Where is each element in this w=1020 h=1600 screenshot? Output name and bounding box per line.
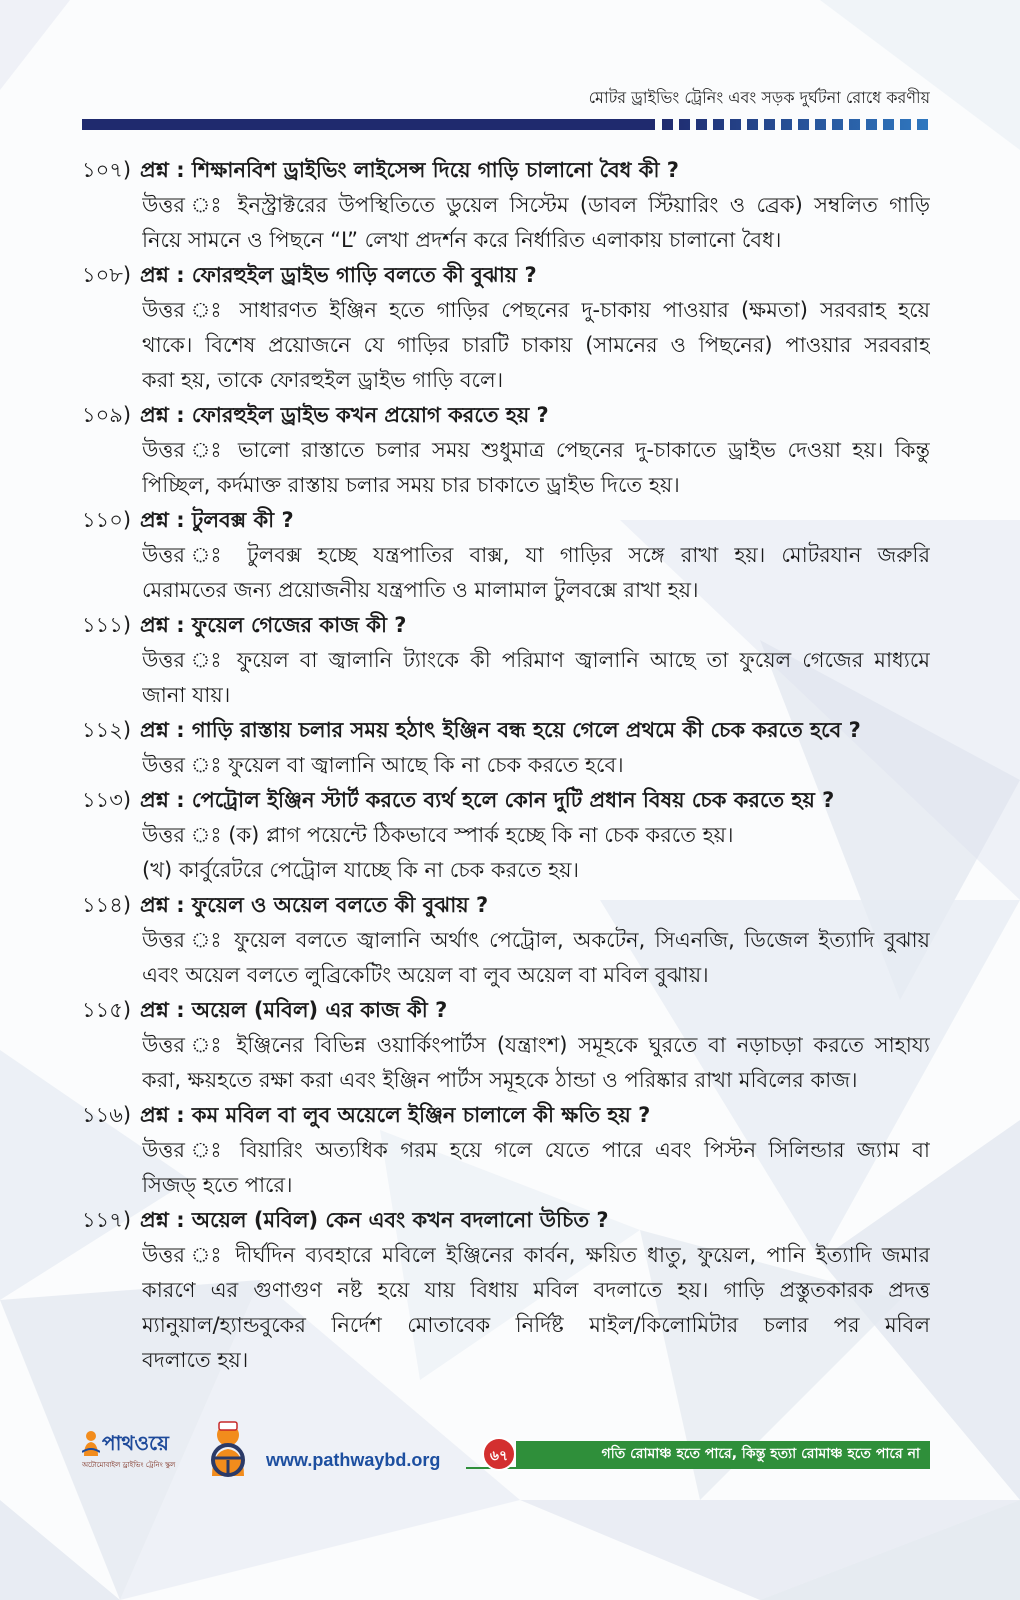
qa-item <box>82 258 930 398</box>
question-body: কম মবিল বা লুব অয়েলে ইঞ্জিন চালালে কী ক্ষতি হয় ? <box>191 1103 651 1127</box>
question-label: প্রশ্ন : <box>140 998 185 1022</box>
question-row <box>82 993 930 1028</box>
question-text <box>140 888 930 923</box>
question-body: ফুয়েল গেজের কাজ কী ? <box>191 613 407 637</box>
question-row <box>82 1203 930 1238</box>
question-row <box>82 258 930 293</box>
answer-line: নিয়ে সামনে ও পিছনে “L” লেখা প্রদর্শন করে নির্ধারিত এলাকায় চালানো বৈধ। <box>142 228 782 252</box>
question-text <box>140 993 930 1028</box>
question-label: প্রশ্ন : <box>140 788 185 812</box>
website-url: www.pathwaybd.org <box>266 1450 441 1470</box>
question-row <box>82 888 930 923</box>
running-header-title: মোটর ড্রাইভিং ট্রেনিং এবং সড়ক দুর্ঘটনা রোধে করণীয় <box>588 88 930 107</box>
question-number: ১১৪) <box>82 893 132 917</box>
qa-item <box>82 608 930 713</box>
question-row <box>82 783 930 818</box>
pathway-logo <box>82 1428 194 1474</box>
question-body: ফুয়েল ও অয়েল বলতে কী বুঝায় ? <box>191 893 489 917</box>
question-row <box>82 398 930 433</box>
question-text <box>140 713 930 748</box>
qa-item <box>82 993 930 1098</box>
person-icon <box>82 1430 100 1456</box>
question-number: ১১০) <box>82 508 132 532</box>
logo-name: পাথওয়ে <box>102 1431 169 1455</box>
answer-line: থাকে। বিশেষ প্রয়োজনে যে গাড়ির চারটি চাকায় (সামনের ও পিছনের) পাওয়ার সরবরাহ <box>142 333 930 357</box>
qa-item <box>82 398 930 503</box>
answer-line: উত্তর ঃ দীর্ঘদিন ব্যবহারে মবিলে ইঞ্জিনের কার্বন, ক্ষয়িত ধাতু, ফুয়েল, পানি ইত্যাদি জমার <box>142 1243 930 1267</box>
question-number: ১১৫) <box>82 998 132 1022</box>
answer-line: উত্তর ঃ ফুয়েল বলতে জ্বালানি অর্থাৎ পেট্রোল, অকটেন, সিএনজি, ডিজেল ইত্যাদি বুঝায় <box>142 928 930 952</box>
qa-item <box>82 1098 930 1203</box>
question-body: পেট্রোল ইঞ্জিন স্টার্ট করতে ব্যর্থ হলে কোন দুটি প্রধান বিষয় চেক করতে হয় ? <box>191 788 835 812</box>
answer-line: (খ) কার্বুরেটরে পেট্রোল যাচ্ছে কি না চেক করতে হয়। <box>142 858 580 882</box>
qa-item <box>82 783 930 888</box>
question-label: প্রশ্ন : <box>140 1208 185 1232</box>
answer-line: এবং অয়েল বলতে লুব্রিকেটিং অয়েল বা লুব অয়েল বা মবিল বুঝায়। <box>142 963 709 987</box>
question-body: অয়েল (মবিল) কেন এবং কখন বদলানো উচিত ? <box>191 1208 609 1232</box>
question-number: ১০৭) <box>82 158 132 182</box>
answer-line: উত্তর ঃ (ক) প্লাগ পয়েন্টে ঠিকভাবে স্পার্ক হচ্ছে কি না চেক করতে হয়। <box>142 823 734 847</box>
question-text <box>140 783 930 818</box>
question-label: প্রশ্ন : <box>140 718 185 742</box>
answer-line: উত্তর ঃ ইনস্ট্রাক্টরের উপস্থিতিতে ডুয়েল সিস্টেম (ডাবল স্টিয়ারিং ও ব্রেক) সম্বলিত গাড়ি <box>142 193 930 217</box>
question-body: ফোরহুইল ড্রাইভ গাড়ি বলতে কী বুঝায় ? <box>191 263 537 287</box>
answer-line: মেরামতের জন্য প্রয়োজনীয় যন্ত্রপাতি ও মালামাল টুলবক্সে রাখা হয়। <box>142 578 699 602</box>
question-number: ১০৮) <box>82 263 132 287</box>
question-row <box>82 608 930 643</box>
footer-tagline-banner: গতি রোমাঞ্চ হতে পারে, কিন্তু হত্যা রোমাঞ্চ হতে পারে না <box>516 1441 930 1468</box>
question-body: ফোরহুইল ড্রাইভ কখন প্রয়োগ করতে হয় ? <box>191 403 549 427</box>
question-label: প্রশ্ন : <box>140 508 185 532</box>
question-row <box>82 713 930 748</box>
answer-line: পিচ্ছিল, কর্দমাক্ত রাস্তায় চলার সময় চার চাকাতে ড্রাইভ দিতে হয়। <box>142 473 680 497</box>
question-number: ১০৯) <box>82 403 132 427</box>
question-number: ১১১) <box>82 613 132 637</box>
qa-list <box>82 153 930 1383</box>
answer-line: বদলাতে হয়। <box>142 1348 249 1372</box>
answer-line: উত্তর ঃ ফুয়েল বা জ্বালানি ট্যাংকে কী পরিমাণ জ্বালানি আছে তা ফুয়েল গেজের মাধ্যমে <box>142 648 930 672</box>
header-rule-solid <box>82 119 655 130</box>
question-body: গাড়ি রাস্তায় চলার সময় হঠাৎ ইঞ্জিন বন্ধ হয়ে গেলে প্রথমে কী চেক করতে হবে ? <box>191 718 861 742</box>
answer-line: উত্তর ঃ সাধারণত ইঞ্জিন হতে গাড়ির পেছনের দু-চাকায় পাওয়ার (ক্ষমতা) সরবরাহ হয়ে <box>142 298 930 322</box>
question-label: প্রশ্ন : <box>140 158 185 182</box>
question-text <box>140 398 930 433</box>
answer-line: উত্তর ঃ ইঞ্জিনের বিভিন্ন ওয়ার্কিংপার্টস (যন্ত্রাংশ) সমূহকে ঘুরতে বা নড়াচড়া করতে সাহায্য <box>142 1033 930 1057</box>
question-text <box>140 153 930 188</box>
question-row <box>82 153 930 188</box>
qa-item <box>82 503 930 608</box>
header-rule-dashed <box>662 119 930 130</box>
answer-line: উত্তর ঃ টুলবক্স হচ্ছে যন্ত্রপাতির বাক্স, যা গাড়ির সঙ্গে রাখা হয়। মোটরযান জরুরি <box>142 543 930 567</box>
question-label: প্রশ্ন : <box>140 893 185 917</box>
qa-item <box>82 153 930 258</box>
answer-line: করা হয়, তাকে ফোরহুইল ড্রাইভ গাড়ি বলে। <box>142 368 504 392</box>
answer-line: ম্যানুয়াল/হ্যান্ডবুকের নির্দেশ মোতাবেক নির্দিষ্ট মাইল/কিলোমিটার চলার পর মবিল <box>142 1313 930 1337</box>
question-label: প্রশ্ন : <box>140 1103 185 1127</box>
question-text <box>140 1098 930 1133</box>
question-label: প্রশ্ন : <box>140 613 185 637</box>
question-label: প্রশ্ন : <box>140 263 185 287</box>
qa-item <box>82 888 930 993</box>
answer-line: করা, ক্ষয়হতে রক্ষা করা এবং ইঞ্জিন পার্টস সমূহকে ঠান্ডা ও পরিষ্কার রাখা মবিলের কাজ। <box>142 1068 858 1092</box>
logo-subtitle: অটোমোবাইল ড্রাইভিং ট্রেনিং স্কুল <box>82 1461 176 1469</box>
question-body: অয়েল (মবিল) এর কাজ কী ? <box>191 998 448 1022</box>
question-text <box>140 258 930 293</box>
question-number: ১১৭) <box>82 1208 132 1232</box>
question-number: ১১৩) <box>82 788 132 812</box>
question-row <box>82 1098 930 1133</box>
question-body: শিক্ষানবিশ ড্রাইভিং লাইসেন্স দিয়ে গাড়ি চালানো বৈধ কী ? <box>191 158 679 182</box>
question-text <box>140 503 930 538</box>
answer-line: উত্তর ঃ বিয়ারিং অত্যধিক গরম হয়ে গলে যেতে পারে এবং পিস্টন সিলিন্ডার জ্যাম বা <box>142 1138 930 1162</box>
question-text <box>140 1203 930 1238</box>
driver-mascot-icon <box>200 1418 256 1478</box>
answer-line: সিজড্ হতে পারে। <box>142 1173 293 1197</box>
page-number: ৬৭ <box>482 1437 516 1471</box>
qa-item <box>82 1203 930 1378</box>
answer-line: জানা যায়। <box>142 683 231 707</box>
question-body: টুলবক্স কী ? <box>191 508 294 532</box>
answer-line: উত্তর ঃ ভালো রাস্তাতে চলার সময় শুধুমাত্র পেছনের দু-চাকাতে ড্রাইভ দেওয়া হয়। কিন্তু <box>142 438 930 462</box>
qa-item <box>82 713 930 783</box>
question-number: ১১২) <box>82 718 132 742</box>
question-number: ১১৬) <box>82 1103 132 1127</box>
question-text <box>140 608 930 643</box>
answer-line: উত্তর ঃ ফুয়েল বা জ্বালানি আছে কি না চেক করতে হবে। <box>142 753 624 777</box>
question-label: প্রশ্ন : <box>140 403 185 427</box>
answer-line: কারণে এর গুণাগুণ নষ্ট হয়ে যায় বিধায় মবিল বদলাতে হয়। গাড়ি প্রস্তুতকারক প্রদত্ত <box>142 1278 930 1302</box>
question-row <box>82 503 930 538</box>
